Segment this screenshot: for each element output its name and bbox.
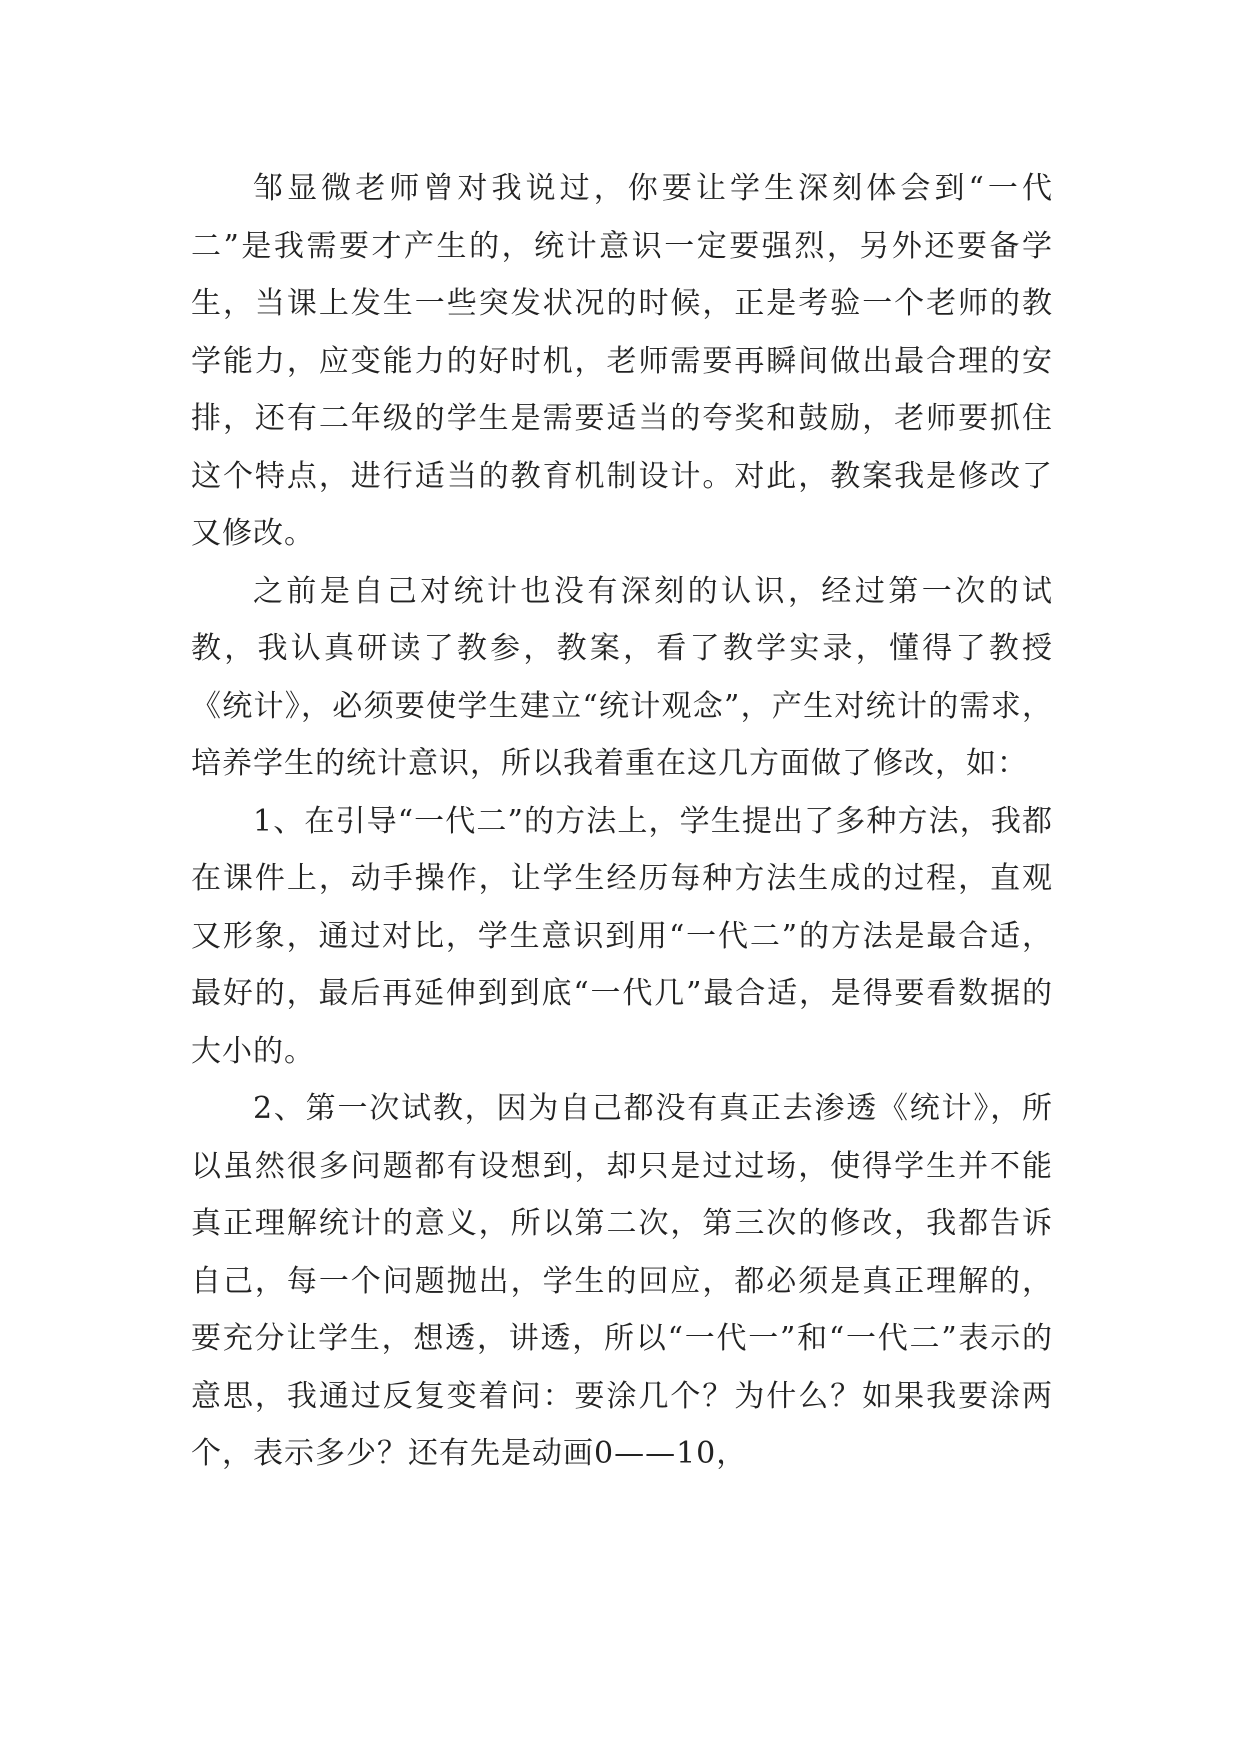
- paragraph-1: 邹显微老师曾对我说过，你要让学生深刻体会到“一代二”是我需要才产生的，统计意识一定要强烈，另外还要备学生，当课上发生一些突发状况的时候，正是考验一个老师的教学能力，应变能力的好时机，老师需要再瞬间做出最合理的安排，还有二年级的学生是需要适当的夸奖和鼓励，老师要抓住这个特点，进行适当的教育机制设计。对此，教案我是修改了又修改。: [191, 171, 1053, 551]
- paragraph-4: 2、第一次试教，因为自己都没有真正去渗透《统计》，所以虽然很多问题都有设想到，却只是过过场，使得学生并不能真正理解统计的意义，所以第二次，第三次的修改，我都告诉自己，每一个问题抛出，学生的回应，都必须是真正理解的，要充分让学生，想透，讲透，所以“一代一”和“一代二”表示的意思，我通过反复变着问：要涂几个？为什么？如果我要涂两个，表示多少？还有先是动画0——10，: [191, 1091, 1053, 1471]
- paragraph-3: 1、在引导“一代二”的方法上，学生提出了多种方法，我都在课件上，动手操作，让学生经历每种方法生成的过程，直观又形象，通过对比，学生意识到用“一代二”的方法是最合适，最好的，最后再延伸到到底“一代几”最合适，是得要看数据的大小的。: [191, 803, 1053, 1069]
- paragraph-2: 之前是自己对统计也没有深刻的认识，经过第一次的试教，我认真研读了教参，教案，看了教学实录，懂得了教授《统计》，必须要使学生建立“统计观念”，产生对统计的需求，培养学生的统计意识，所以我着重在这几方面做了修改，如：: [191, 573, 1053, 781]
- document-body: [191, 160, 1053, 1483]
